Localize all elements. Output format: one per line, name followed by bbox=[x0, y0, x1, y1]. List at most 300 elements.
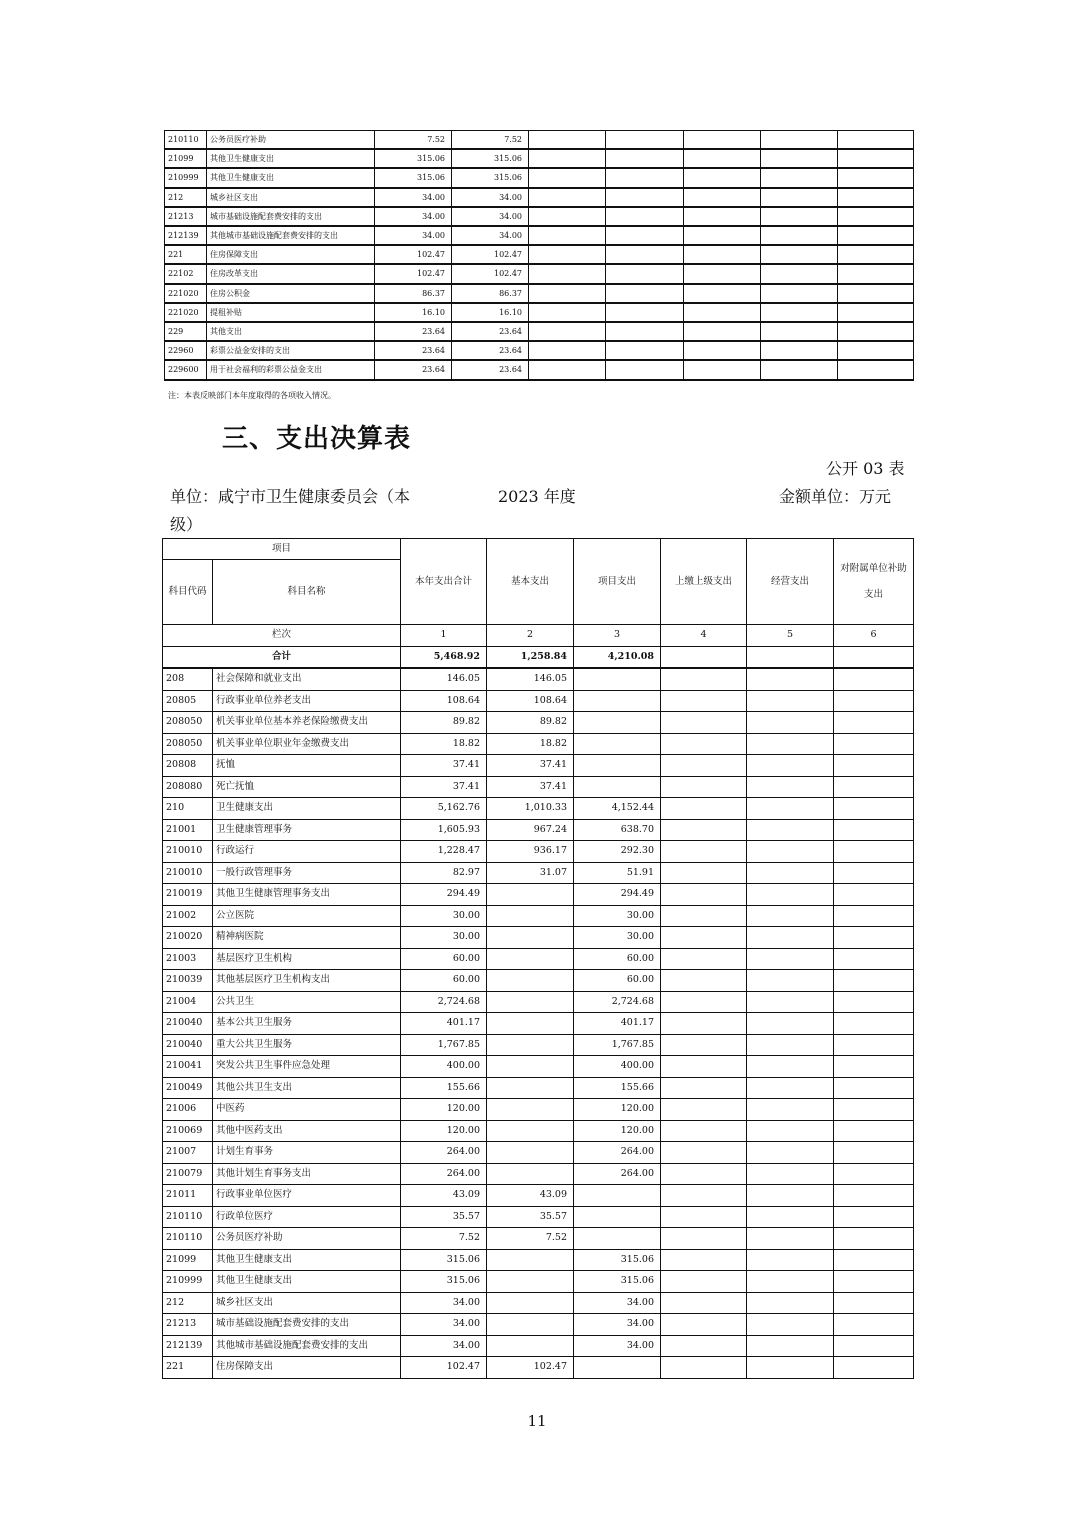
row-c1: 155.66 bbox=[401, 1077, 487, 1099]
income-table-continued bbox=[164, 130, 914, 381]
row-empty-cell bbox=[684, 303, 761, 322]
header-col5: 经营支出 bbox=[747, 539, 834, 625]
row-empty-cell bbox=[747, 712, 834, 734]
year-label: 2023 年度 bbox=[498, 487, 576, 506]
table-row bbox=[163, 819, 914, 841]
row-c3: 155.66 bbox=[574, 1077, 661, 1099]
row-empty-cell bbox=[761, 226, 838, 245]
table-row bbox=[165, 149, 914, 168]
row-code: 210 bbox=[163, 798, 213, 820]
row-empty-cell bbox=[606, 188, 684, 207]
row-name: 住房保障支出 bbox=[213, 1357, 401, 1379]
table-row bbox=[163, 1099, 914, 1121]
row-name: 死亡抚恤 bbox=[213, 776, 401, 798]
row-empty-cell bbox=[529, 360, 606, 379]
table-code: 公开 03 表 bbox=[826, 459, 905, 478]
row-code: 212139 bbox=[165, 226, 207, 245]
row-empty-cell bbox=[747, 755, 834, 777]
table-row bbox=[163, 733, 914, 755]
table-row bbox=[165, 245, 914, 264]
table-row bbox=[165, 226, 914, 245]
row-empty-cell bbox=[747, 1163, 834, 1185]
row-empty-cell bbox=[834, 819, 914, 841]
row-c3 bbox=[574, 712, 661, 734]
row-c3: 34.00 bbox=[574, 1314, 661, 1336]
row-c2: 108.64 bbox=[487, 690, 574, 712]
row-c1: 2,724.68 bbox=[401, 991, 487, 1013]
row-code: 20805 bbox=[163, 690, 213, 712]
row-code: 208080 bbox=[163, 776, 213, 798]
row-name: 其他城市基础设施配套费安排的支出 bbox=[207, 226, 375, 245]
row-c3 bbox=[574, 1206, 661, 1228]
header-name: 科目名称 bbox=[213, 560, 401, 625]
row-name: 机关事业单位基本养老保险缴费支出 bbox=[213, 712, 401, 734]
row-c3: 400.00 bbox=[574, 1056, 661, 1078]
row-name: 其他城市基础设施配套费安排的支出 bbox=[213, 1335, 401, 1357]
row-empty-cell bbox=[838, 131, 914, 150]
row-empty-cell bbox=[834, 927, 914, 949]
row-total: 23.64 bbox=[375, 360, 452, 379]
row-c2 bbox=[487, 1335, 574, 1357]
row-empty-cell bbox=[661, 819, 747, 841]
row-empty-cell bbox=[747, 1142, 834, 1164]
row-empty-cell bbox=[834, 1292, 914, 1314]
row-name: 其他卫生健康支出 bbox=[213, 1249, 401, 1271]
row-empty-cell bbox=[529, 168, 606, 187]
row-code: 210040 bbox=[163, 1013, 213, 1035]
row-total: 315.06 bbox=[375, 168, 452, 187]
row-name: 行政事业单位养老支出 bbox=[213, 690, 401, 712]
row-name: 社会保障和就业支出 bbox=[213, 668, 401, 690]
row-empty-cell bbox=[761, 131, 838, 150]
row-empty-cell bbox=[606, 341, 684, 360]
row-total: 102.47 bbox=[375, 264, 452, 283]
row-name: 基层医疗卫生机构 bbox=[213, 948, 401, 970]
row-empty-cell bbox=[834, 970, 914, 992]
row-empty-cell bbox=[834, 1056, 914, 1078]
row-empty-cell bbox=[747, 776, 834, 798]
row-c2 bbox=[487, 991, 574, 1013]
row-c1: 43.09 bbox=[401, 1185, 487, 1207]
row-c2: 37.41 bbox=[487, 776, 574, 798]
row-code: 21002 bbox=[163, 905, 213, 927]
row-empty-cell bbox=[838, 360, 914, 379]
row-code: 22102 bbox=[165, 264, 207, 283]
table-row bbox=[163, 1271, 914, 1293]
table-row bbox=[163, 1013, 914, 1035]
row-empty-cell bbox=[661, 862, 747, 884]
row-empty-cell bbox=[838, 168, 914, 187]
row-total: 23.64 bbox=[375, 341, 452, 360]
table-row bbox=[163, 1314, 914, 1336]
row-empty-cell bbox=[838, 226, 914, 245]
table-row bbox=[163, 690, 914, 712]
row-empty-cell bbox=[747, 991, 834, 1013]
row-empty-cell bbox=[661, 1185, 747, 1207]
row-empty-cell bbox=[747, 1335, 834, 1357]
row-c2 bbox=[487, 1249, 574, 1271]
row-c2: 43.09 bbox=[487, 1185, 574, 1207]
row-code: 210010 bbox=[163, 862, 213, 884]
row-name: 住房改革支出 bbox=[207, 264, 375, 283]
row-c2 bbox=[487, 970, 574, 992]
row-basic: 34.00 bbox=[452, 188, 529, 207]
row-code: 210110 bbox=[163, 1206, 213, 1228]
row-empty-cell bbox=[838, 207, 914, 226]
row-code: 210999 bbox=[163, 1271, 213, 1293]
table-row bbox=[163, 1292, 914, 1314]
table-row bbox=[163, 970, 914, 992]
row-empty-cell bbox=[834, 668, 914, 690]
row-c1: 108.64 bbox=[401, 690, 487, 712]
row-c3: 294.49 bbox=[574, 884, 661, 906]
row-c1: 82.97 bbox=[401, 862, 487, 884]
row-empty-cell bbox=[684, 322, 761, 341]
row-empty-cell bbox=[606, 207, 684, 226]
row-empty-cell bbox=[834, 1163, 914, 1185]
table-row bbox=[165, 168, 914, 187]
lanci-2: 2 bbox=[487, 625, 574, 647]
row-empty-cell bbox=[761, 207, 838, 226]
lanci-6: 6 bbox=[834, 625, 914, 647]
row-code: 208050 bbox=[163, 712, 213, 734]
row-empty-cell bbox=[838, 149, 914, 168]
row-empty-cell bbox=[529, 149, 606, 168]
row-name: 行政运行 bbox=[213, 841, 401, 863]
row-code: 210999 bbox=[165, 168, 207, 187]
row-c1: 7.52 bbox=[401, 1228, 487, 1250]
row-name: 行政事业单位医疗 bbox=[213, 1185, 401, 1207]
row-empty-cell bbox=[834, 1249, 914, 1271]
unit-label: 单位：咸宁市卫生健康委员会（本 bbox=[170, 487, 411, 506]
row-empty-cell bbox=[834, 862, 914, 884]
table-row bbox=[165, 188, 914, 207]
table-row bbox=[163, 755, 914, 777]
row-basic: 86.37 bbox=[452, 284, 529, 303]
row-empty-cell bbox=[761, 341, 838, 360]
row-empty-cell bbox=[661, 927, 747, 949]
table-row bbox=[163, 1228, 914, 1250]
row-empty-cell bbox=[834, 1077, 914, 1099]
row-empty-cell bbox=[834, 690, 914, 712]
row-empty-cell bbox=[661, 1206, 747, 1228]
row-code: 21003 bbox=[163, 948, 213, 970]
row-total: 23.64 bbox=[375, 322, 452, 341]
row-empty-cell bbox=[661, 1271, 747, 1293]
row-c2 bbox=[487, 1013, 574, 1035]
row-basic: 7.52 bbox=[452, 131, 529, 150]
row-empty-cell bbox=[661, 1099, 747, 1121]
row-empty-cell bbox=[684, 226, 761, 245]
row-code: 21011 bbox=[163, 1185, 213, 1207]
row-empty-cell bbox=[747, 1185, 834, 1207]
row-c3: 60.00 bbox=[574, 948, 661, 970]
row-name: 城乡社区支出 bbox=[207, 188, 375, 207]
row-empty-cell bbox=[661, 1357, 747, 1379]
table-row bbox=[163, 1034, 914, 1056]
row-c3 bbox=[574, 668, 661, 690]
row-c1: 102.47 bbox=[401, 1357, 487, 1379]
row-empty-cell bbox=[606, 360, 684, 379]
row-c1: 400.00 bbox=[401, 1056, 487, 1078]
row-c3: 1,767.85 bbox=[574, 1034, 661, 1056]
row-c3: 264.00 bbox=[574, 1142, 661, 1164]
row-code: 210110 bbox=[163, 1228, 213, 1250]
row-name: 机关事业单位职业年金缴费支出 bbox=[213, 733, 401, 755]
row-empty-cell bbox=[661, 1034, 747, 1056]
row-empty-cell bbox=[606, 245, 684, 264]
row-empty-cell bbox=[834, 755, 914, 777]
table-row bbox=[163, 948, 914, 970]
row-empty-cell bbox=[684, 264, 761, 283]
row-c2 bbox=[487, 1077, 574, 1099]
row-empty-cell bbox=[661, 1249, 747, 1271]
row-name: 公共卫生 bbox=[213, 991, 401, 1013]
row-c3: 264.00 bbox=[574, 1163, 661, 1185]
row-c3: 401.17 bbox=[574, 1013, 661, 1035]
row-name: 其他卫生健康支出 bbox=[207, 149, 375, 168]
table-row bbox=[165, 303, 914, 322]
row-code: 210010 bbox=[163, 841, 213, 863]
row-name: 公务员医疗补助 bbox=[207, 131, 375, 150]
row-empty-cell bbox=[747, 862, 834, 884]
row-empty-cell bbox=[747, 690, 834, 712]
row-empty-cell bbox=[661, 841, 747, 863]
row-c1: 35.57 bbox=[401, 1206, 487, 1228]
row-empty-cell bbox=[529, 207, 606, 226]
row-c1: 37.41 bbox=[401, 755, 487, 777]
row-total: 34.00 bbox=[375, 207, 452, 226]
row-empty-cell bbox=[684, 360, 761, 379]
row-total: 16.10 bbox=[375, 303, 452, 322]
row-total: 86.37 bbox=[375, 284, 452, 303]
total-c2: 1,258.84 bbox=[487, 646, 574, 668]
row-empty-cell bbox=[747, 1034, 834, 1056]
row-empty-cell bbox=[761, 264, 838, 283]
row-total: 102.47 bbox=[375, 245, 452, 264]
row-c1: 315.06 bbox=[401, 1249, 487, 1271]
row-basic: 34.00 bbox=[452, 207, 529, 226]
row-empty-cell bbox=[684, 284, 761, 303]
header-col3: 项目支出 bbox=[574, 539, 661, 625]
row-code: 221020 bbox=[165, 303, 207, 322]
row-empty-cell bbox=[834, 733, 914, 755]
row-c2: 146.05 bbox=[487, 668, 574, 690]
row-empty-cell bbox=[529, 341, 606, 360]
row-empty-cell bbox=[747, 1271, 834, 1293]
row-c3 bbox=[574, 733, 661, 755]
row-c1: 120.00 bbox=[401, 1099, 487, 1121]
row-empty-cell bbox=[834, 1034, 914, 1056]
row-name: 基本公共卫生服务 bbox=[213, 1013, 401, 1035]
row-empty-cell bbox=[834, 841, 914, 863]
row-code: 229600 bbox=[165, 360, 207, 379]
row-empty-cell bbox=[747, 970, 834, 992]
row-empty-cell bbox=[834, 1099, 914, 1121]
total-c3: 4,210.08 bbox=[574, 646, 661, 668]
row-c2 bbox=[487, 1099, 574, 1121]
row-empty-cell bbox=[684, 149, 761, 168]
table-row bbox=[165, 264, 914, 283]
row-empty-cell bbox=[838, 303, 914, 322]
row-empty-cell bbox=[834, 1185, 914, 1207]
row-empty-cell bbox=[606, 322, 684, 341]
row-c2 bbox=[487, 1163, 574, 1185]
row-empty-cell bbox=[606, 264, 684, 283]
row-c2: 1,010.33 bbox=[487, 798, 574, 820]
row-c2: 89.82 bbox=[487, 712, 574, 734]
row-code: 22960 bbox=[165, 341, 207, 360]
row-c1: 5,162.76 bbox=[401, 798, 487, 820]
row-empty-cell bbox=[838, 264, 914, 283]
row-empty-cell bbox=[661, 905, 747, 927]
row-c1: 30.00 bbox=[401, 905, 487, 927]
row-c1: 1,228.47 bbox=[401, 841, 487, 863]
row-empty-cell bbox=[747, 1056, 834, 1078]
row-name: 中医药 bbox=[213, 1099, 401, 1121]
row-c2 bbox=[487, 1271, 574, 1293]
row-empty-cell bbox=[661, 755, 747, 777]
row-empty-cell bbox=[661, 884, 747, 906]
row-empty-cell bbox=[661, 1292, 747, 1314]
row-name: 行政单位医疗 bbox=[213, 1206, 401, 1228]
row-empty-cell bbox=[747, 668, 834, 690]
row-name: 其他卫生健康支出 bbox=[213, 1271, 401, 1293]
row-empty-cell bbox=[834, 1013, 914, 1035]
row-c1: 18.82 bbox=[401, 733, 487, 755]
table-row bbox=[163, 668, 914, 690]
table-row bbox=[163, 841, 914, 863]
row-name: 其他公共卫生支出 bbox=[213, 1077, 401, 1099]
row-empty-cell bbox=[834, 1142, 914, 1164]
header-col4: 上缴上级支出 bbox=[661, 539, 747, 625]
row-empty-cell bbox=[661, 1335, 747, 1357]
row-empty-cell bbox=[834, 1335, 914, 1357]
lanci-4: 4 bbox=[661, 625, 747, 647]
row-c2: 936.17 bbox=[487, 841, 574, 863]
row-basic: 315.06 bbox=[452, 168, 529, 187]
row-empty-cell bbox=[661, 948, 747, 970]
row-c1: 37.41 bbox=[401, 776, 487, 798]
row-c3 bbox=[574, 776, 661, 798]
row-name: 提租补贴 bbox=[207, 303, 375, 322]
row-empty-cell bbox=[684, 245, 761, 264]
row-c3: 315.06 bbox=[574, 1249, 661, 1271]
row-c3: 34.00 bbox=[574, 1292, 661, 1314]
header-col1: 本年支出合计 bbox=[401, 539, 487, 625]
row-empty-cell bbox=[834, 1271, 914, 1293]
row-empty-cell bbox=[838, 341, 914, 360]
row-code: 221020 bbox=[165, 284, 207, 303]
table-row bbox=[163, 1056, 914, 1078]
table-row bbox=[163, 712, 914, 734]
row-empty-cell bbox=[761, 303, 838, 322]
lanci-3: 3 bbox=[574, 625, 661, 647]
table-row bbox=[165, 131, 914, 150]
row-code: 21006 bbox=[163, 1099, 213, 1121]
row-empty-cell bbox=[606, 303, 684, 322]
row-c3 bbox=[574, 1357, 661, 1379]
table-row bbox=[163, 927, 914, 949]
row-empty-cell bbox=[834, 948, 914, 970]
row-empty-cell bbox=[661, 776, 747, 798]
row-empty-cell bbox=[761, 284, 838, 303]
row-empty-cell bbox=[761, 245, 838, 264]
row-empty-cell bbox=[529, 284, 606, 303]
page-number: 11 bbox=[527, 1412, 547, 1430]
row-code: 20808 bbox=[163, 755, 213, 777]
row-name: 重大公共卫生服务 bbox=[213, 1034, 401, 1056]
row-c3: 315.06 bbox=[574, 1271, 661, 1293]
row-c2 bbox=[487, 884, 574, 906]
row-empty-cell bbox=[761, 149, 838, 168]
header-code: 科目代码 bbox=[163, 560, 213, 625]
row-c2: 35.57 bbox=[487, 1206, 574, 1228]
row-empty-cell bbox=[606, 149, 684, 168]
row-empty-cell bbox=[834, 1120, 914, 1142]
total-c1: 5,468.92 bbox=[401, 646, 487, 668]
row-empty-cell bbox=[838, 284, 914, 303]
row-empty-cell bbox=[684, 341, 761, 360]
row-code: 208 bbox=[163, 668, 213, 690]
table-row bbox=[163, 798, 914, 820]
section-title: 三、支出决算表 bbox=[222, 424, 412, 454]
row-code: 221 bbox=[165, 245, 207, 264]
row-empty-cell bbox=[661, 1056, 747, 1078]
row-empty-cell bbox=[529, 188, 606, 207]
lanci-label: 栏次 bbox=[163, 625, 401, 647]
row-c3: 30.00 bbox=[574, 905, 661, 927]
row-code: 21004 bbox=[163, 991, 213, 1013]
table-row bbox=[163, 1206, 914, 1228]
row-code: 212 bbox=[163, 1292, 213, 1314]
total-row bbox=[163, 646, 914, 668]
row-empty-cell bbox=[606, 131, 684, 150]
row-code: 21213 bbox=[165, 207, 207, 226]
row-code: 210041 bbox=[163, 1056, 213, 1078]
row-c3: 30.00 bbox=[574, 927, 661, 949]
row-empty-cell bbox=[834, 905, 914, 927]
row-c2 bbox=[487, 1142, 574, 1164]
row-empty-cell bbox=[606, 284, 684, 303]
row-code: 210049 bbox=[163, 1077, 213, 1099]
row-name: 一般行政管理事务 bbox=[213, 862, 401, 884]
row-code: 210019 bbox=[163, 884, 213, 906]
row-empty-cell bbox=[747, 1228, 834, 1250]
row-code: 221 bbox=[163, 1357, 213, 1379]
row-empty-cell bbox=[834, 1357, 914, 1379]
row-name: 其他支出 bbox=[207, 322, 375, 341]
row-empty-cell bbox=[684, 131, 761, 150]
row-basic: 23.64 bbox=[452, 360, 529, 379]
row-empty-cell bbox=[529, 226, 606, 245]
row-empty-cell bbox=[761, 360, 838, 379]
row-c1: 401.17 bbox=[401, 1013, 487, 1035]
table-row bbox=[163, 991, 914, 1013]
row-empty-cell bbox=[661, 970, 747, 992]
row-empty-cell bbox=[684, 188, 761, 207]
row-name: 其他基层医疗卫生机构支出 bbox=[213, 970, 401, 992]
row-empty-cell bbox=[684, 207, 761, 226]
row-empty-cell bbox=[834, 776, 914, 798]
row-empty-cell bbox=[747, 1314, 834, 1336]
row-basic: 102.47 bbox=[452, 264, 529, 283]
row-c3 bbox=[574, 755, 661, 777]
row-empty-cell bbox=[747, 1206, 834, 1228]
row-c3: 60.00 bbox=[574, 970, 661, 992]
row-code: 21099 bbox=[165, 149, 207, 168]
row-empty-cell bbox=[747, 1120, 834, 1142]
